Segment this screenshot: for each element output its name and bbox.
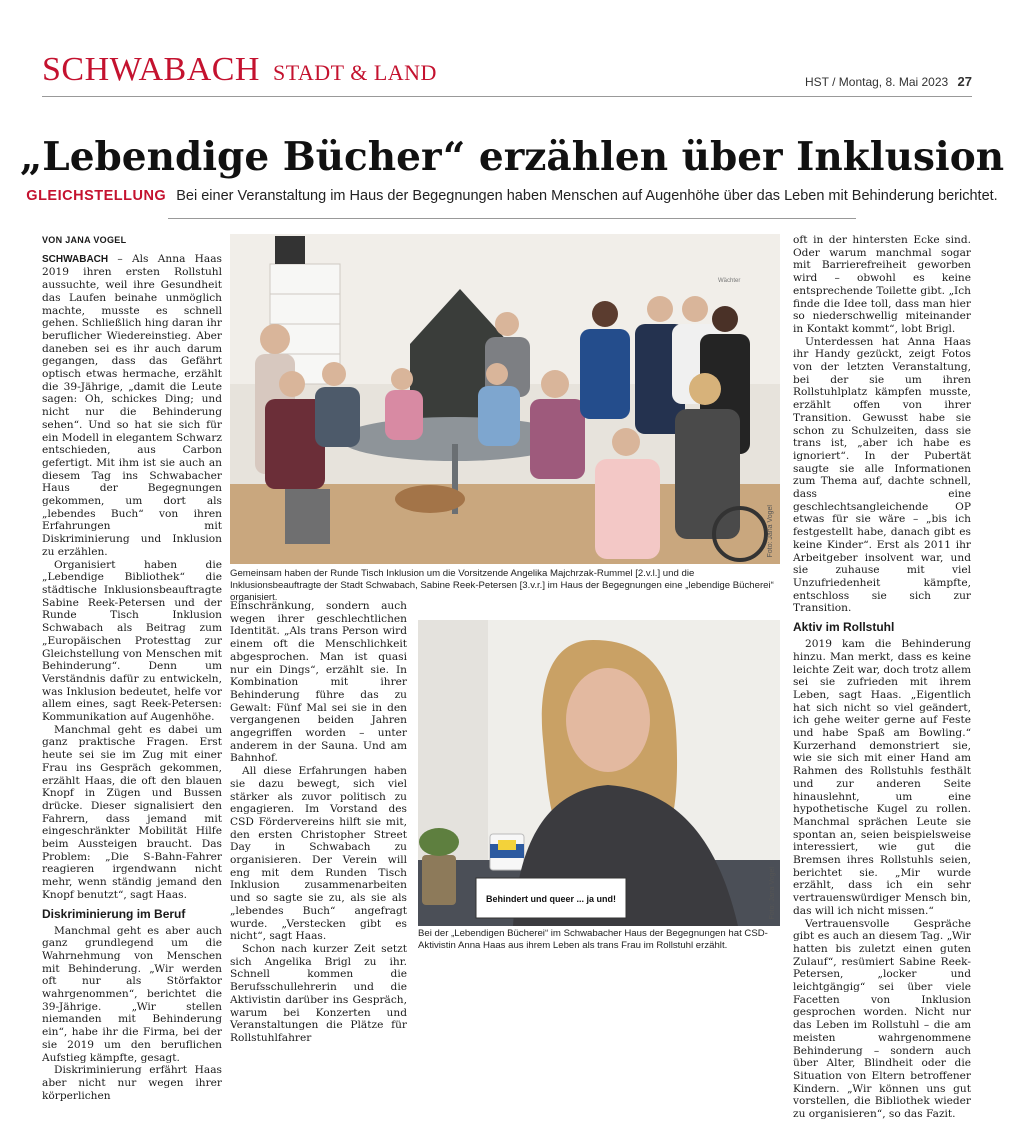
paragraph: Organisiert haben die „Lebendige Bibliothek“ die städtische Inklusionsbeauftragte Sabine Reek-Petersen und der Runde Tisch Inklusion Schwabach als Beitrag zum „Europäischen Protesttag zur Gleichstellung von Menschen mit Behinderung“. Denn um Verständnis dafür zu entwickeln, was Inklusion bedeutet, helfe vor allem eines, sagt Reek-Petersen: Kommunikation auf Augenhöhe. bbox=[42, 558, 222, 724]
paragraph: Unterdessen hat Anna Haas ihr Handy gezückt, zeigt Fotos von der letzten Veranstaltung, bei der sie um ihren Rollstuhlplatz kämpfen musste, erzählt offen von ihrer Transition. Gewusst habe sie schon zu Schulzeiten, dass sie trans ist, „aber ich habe es ignoriert“. In der Pubertät saugte sie alle Informationen zum Thema auf, dachte schnell, dass eine geschlechtsangleichende OP etwas für sie wäre – „bis ich festgestellt habe, danach gibt es keine Kinder“. Erst als 2011 ihr Arbeitgeber insolvent war, und sie zuhause mit viel Unzufriedenheit kämpfte, entschloss sie sich zur Transition. bbox=[793, 335, 971, 615]
headline: „Lebendige Bücher“ erzählen über Inklusion bbox=[19, 134, 1005, 180]
issue-date: HST / Montag, 8. Mai 2023 bbox=[805, 75, 949, 89]
issue-meta bbox=[805, 74, 972, 89]
teaser-rule bbox=[168, 218, 856, 219]
paragraph: Diskriminierung erfährt Haas aber nicht nur wegen ihrer körperlichen bbox=[42, 1064, 222, 1102]
dateline: SCHWABACH bbox=[42, 253, 109, 265]
subheading: Aktiv im Rollstuhl bbox=[793, 620, 895, 635]
portrait-photo-image bbox=[418, 620, 780, 926]
article-column-4 bbox=[793, 234, 971, 1121]
group-photo-image bbox=[230, 234, 780, 564]
group-photo bbox=[230, 234, 780, 564]
page-number: 27 bbox=[957, 74, 972, 89]
byline: VON JANA VOGEL bbox=[42, 235, 127, 245]
paragraph: Vertrauensvolle Gespräche gibt es auch an diesem Tag. „Wir hatten bis zuletzt einen guten Zulauf“, resümiert Sabine Reek-Petersen, „locker und leichtgängig“ sei über viele Facetten von Inklusion gesprochen worden. Nicht nur das Leben im Rollstuhl – die am meisten wahrgenommene Behinderung – sondern auch über Alter, Blindheit oder die Situation von Eltern betroffener Kindern. „Wir können uns gut vorstellen, die Bibliothek wieder zu organisieren“, so das Fazit. bbox=[793, 917, 971, 1121]
photo-credit: Foto: Jana Vogel bbox=[769, 867, 776, 920]
article-column-1 bbox=[42, 234, 222, 1102]
subheading: Diskriminierung im Beruf bbox=[42, 906, 186, 921]
paragraph: Manchmal geht es dabei um ganz praktische Fragen. Erst heute sei sie im Zug mit einer Frau ins Gespräch gekommen, erzählt Haas, die oft den blauen Knopf in Zügen und Bussen drücke. Dieser signalisiert den Fahrern, dass jemand mit eingeschränkter Mobilität Hilfe beim Aussteigen braucht. Das Problem: „Die S-Bahn-Fahrer reagieren irgendwann nicht mehr, wenn ständig jemand den Knopf benutzt“, sagt Haas. bbox=[42, 723, 222, 901]
paragraph: All diese Erfahrungen haben sie dazu bewegt, sich viel stärker als zuvor politisch zu engagieren. Im Vorstand des CSD Fördervereins hilft sie mit, den ersten Christopher Street Day in Schwabach zu organisieren. Der Verein will eng mit dem Runden Tisch Inklusion zusammenarbeiten und so sagte sie zu, als sie als „lebendes Buch“ angefragt wurde. „Verstecken gibt es nicht“, sagt Haas. bbox=[230, 765, 407, 943]
paragraph: Schon nach kurzer Zeit setzt sich Angelika Brigl zu ihr. Schnell kommen die Berufsschullehrerin und die Aktivistin darüber ins Gespräch, warum bei Konzerten und Veranstaltungen die Plätze für Rollstuhlfahrer bbox=[230, 942, 407, 1044]
header-rule bbox=[42, 96, 972, 97]
paragraph: 2019 kam die Behinderung hinzu. Man merkt, dass es keine leichte Zeit war, doch trotz allem sei sie zufrieden mit ihrem Leben, sagt Haas. „Eigentlich hat sich nicht so viel geändert, ich gehe weiter gerne auf Feste und habe Spaß am Bowling.“ Kurzerhand demonstriert sie, wie sie sich mit einer Hand am Rahmen des Rollstuhls festhält und zur anderen Seite hinauslehnt, um eine hypothetische Kugel zu rollen. Manchmal sprächen Leute sie spontan an, seien beispielsweise interessiert, wie gut die Bremsen ihres Rollstuhls seien, berichtet sie. „Mir wurde erzählt, dass ich ein sehr vertrauenswürdiger Mensch bin, das will ich nicht missen.“ bbox=[793, 638, 971, 917]
paragraph: Manchmal geht es aber auch ganz grundlegend um die Wahrnehmung von Menschen mit Behinderung. „Wir werden oft nur als Störfaktor wahrgenommen“, berichtet die 39-Jährige. „Wir stellen niemanden mit Behinderung ein“, habe ihr die Firma, bei der sie 2019 um den beruflichen Aufstieg kämpfte, gesagt. bbox=[42, 924, 222, 1064]
paragraph-text: – Als Anna Haas 2019 ihren ersten Rollstuhl aussuchte, weil ihre Gesundheit das Laufen beinahe unmöglich machte, musste es schnell gehen. Schließlich hing daran ihr beruflicher Wiedereinstieg. Aber daneben sei es ihr auch darum gegangen, dass das Gefährt optisch etwas hermache, erzählt die 39-Jährige, „damit die Leute sagen: Oh, schickes Ding; und nicht nur die Behinderung sehen“. Und so hat sie sich für ein Modell in elegantem Schwarz entschieden, aus Carbon gefertigt. Mit ihm ist sie auch an diesem Tag ins Schwabacher Haus der Begegnungen gekommen, um dort als „lebendes Buch“ von ihren Erfahrungen mit Diskriminierung und Inklusion zu erzählen. bbox=[42, 252, 222, 558]
photo-caption: Gemeinsam haben der Runde Tisch Inklusion um die Vorsitzende Angelika Majchrzak-Rummel [2.v.l.] und die Inklusionsbeauftragte der Stadt Schwabach, Sabine Reek-Petersen [3.v.r.] im Haus der Begegnungen eine „lebendige Bücherei“ organisiert. bbox=[230, 568, 774, 603]
teaser: Bei einer Veranstaltung im Haus der Begegnungen haben Menschen auf Augenhöhe über das Leben mit Behinderung berichtet. bbox=[176, 188, 998, 204]
paragraph: Einschränkung, sondern auch wegen ihrer geschlechtlichen Identität. „Als trans Person wird einem oft die Menschlichkeit abgesprochen. Man ist quasi nur ein Dings“, erzählt sie. In Kombination mit ihrer Behinderung führe das zu Gewalt: Fünf Mal sei sie in den vergangenen beiden Jahren angegriffen worden – unter anderem in der Sauna. Und am Bahnhof. bbox=[230, 600, 407, 765]
kicker: GLEICHSTELLUNG bbox=[26, 188, 167, 204]
wall-sign: Wächter bbox=[718, 278, 741, 284]
portrait-photo bbox=[418, 620, 780, 926]
section-subtitle: STADT & LAND bbox=[272, 60, 437, 85]
paragraph bbox=[42, 253, 222, 559]
protest-sign-text: Behindert und queer ... ja und! bbox=[485, 894, 617, 904]
section-title: SCHWABACH bbox=[42, 51, 260, 88]
article-column-2 bbox=[230, 600, 407, 1044]
photo-credit: Foto: Jana Vogel bbox=[767, 505, 774, 558]
photo-caption: Bei der „Lebendigen Bücherei“ im Schwabacher Haus der Begegnungen hat CSD-Aktivistin Anna Haas aus ihrem Leben als trans Frau im Rollstuhl erzählt. bbox=[418, 928, 768, 951]
section-header bbox=[42, 52, 437, 91]
paragraph: oft in der hintersten Ecke sind. Oder warum manchmal sogar mit Barrierefreiheit geworben wird – obwohl es keine entsprechende Toilette gibt. „Ich finde die Idee toll, dass man hier so niederschwellig miteinander in Kontakt kommt“, lobt Brigl. bbox=[793, 234, 971, 335]
teaser-line bbox=[0, 188, 1024, 204]
